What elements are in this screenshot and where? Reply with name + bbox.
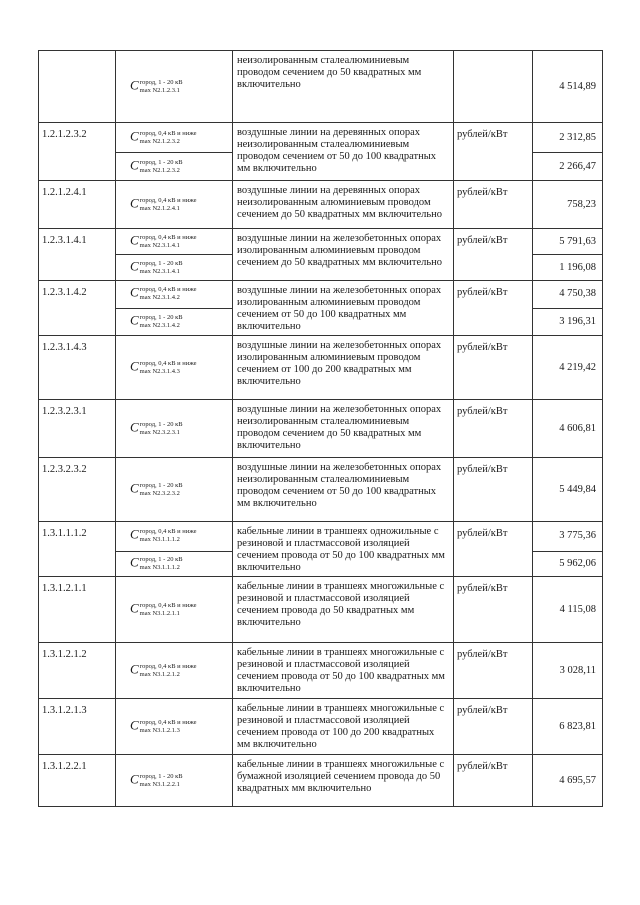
row-description: воздушные линии на деревянных опорах неизолированным алюминиевым проводом сечением до 50 квадратных мм включительно <box>233 181 454 229</box>
rate-symbol-subscript: max N2.3.1.4.2 <box>139 321 180 329</box>
table-row <box>39 336 603 400</box>
row-unit: рублей/кВт <box>454 699 533 755</box>
rate-symbol-subscript: max N3.1.2.2.1 <box>139 780 180 788</box>
rate-symbol-superscript: город, 0,4 кВ и ниже <box>139 196 197 204</box>
rate-symbol-subscript: max N2.3.1.4.3 <box>139 367 180 375</box>
row-unit: рублей/кВт <box>454 643 533 699</box>
row-description: кабельные линии в траншеях многожильные с бумажной изоляцией сечением провода до 50 квадратных мм включительно <box>233 755 454 807</box>
rate-symbol-superscript: город, 0,4 кВ и ниже <box>139 286 197 294</box>
rate-symbol: Cгород, 0,4 кВ и ниже max N2.3.1.4.1 <box>116 229 233 255</box>
row-description: воздушные линии на железобетонных опорах изолированным алюминиевым проводом сечением от 50 до 100 квадратных мм включительно <box>233 281 454 336</box>
row-code: 1.2.1.2.3.2 <box>39 123 116 181</box>
row-code: 1.2.3.1.4.3 <box>39 336 116 400</box>
row-code: 1.2.3.2.3.2 <box>39 458 116 522</box>
rate-symbol: Cгород, 1 - 20 кВ max N2.3.2.3.2 <box>116 458 233 522</box>
rate-symbol-superscript: город, 1 - 20 кВ <box>139 555 183 563</box>
rate-symbol: Cгород, 0,4 кВ и ниже max N2.1.2.3.2 <box>116 123 233 153</box>
table-row <box>39 181 603 229</box>
rate-symbol: Cгород, 0,4 кВ и ниже max N3.1.2.1.3 <box>116 699 233 755</box>
rate-value: 1 196,08 <box>533 255 603 281</box>
row-code: 1.3.1.2.1.2 <box>39 643 116 699</box>
row-description: воздушные линии на железобетонных опорах неизолированным сталеалюминиевым проводом сечением до 50 квадратных мм включительно <box>233 400 454 458</box>
row-unit: рублей/кВт <box>454 400 533 458</box>
table-row <box>39 281 603 309</box>
row-description: кабельные линии в траншеях одножильные с резиновой и пластмассовой изоляцией сечением провода от 50 до 100 квадратных мм включительно <box>233 522 454 577</box>
rate-symbol: Cгород, 1 - 20 кВ max N2.1.2.3.2 <box>116 153 233 181</box>
rate-symbol: Cгород, 0,4 кВ и ниже max N3.1.1.1.2 <box>116 522 233 552</box>
rate-symbol-subscript: max N2.1.2.3.2 <box>139 166 180 174</box>
rate-symbol: Cгород, 1 - 20 кВ max N2.3.1.4.1 <box>116 255 233 281</box>
rate-symbol-superscript: город, 0,4 кВ и ниже <box>139 601 197 609</box>
row-unit: рублей/кВт <box>454 181 533 229</box>
rate-value: 758,23 <box>533 181 603 229</box>
tariff-table <box>38 50 603 807</box>
rate-symbol-subscript: max N2.3.1.4.2 <box>139 294 180 302</box>
table-row <box>39 123 603 153</box>
row-code: 1.2.1.2.4.1 <box>39 181 116 229</box>
table-row <box>39 400 603 458</box>
rate-symbol: Cгород, 1 - 20 кВ max N3.1.1.1.2 <box>116 551 233 576</box>
rate-symbol-subscript: max N2.3.2.3.1 <box>139 428 180 436</box>
rate-symbol-superscript: город, 1 - 20 кВ <box>139 259 183 267</box>
row-code: 1.3.1.1.1.2 <box>39 522 116 577</box>
row-code: 1.3.1.2.1.1 <box>39 577 116 643</box>
table-row <box>39 577 603 643</box>
row-unit: рублей/кВт <box>454 281 533 336</box>
row-code: 1.2.3.1.4.2 <box>39 281 116 336</box>
row-unit: рублей/кВт <box>454 577 533 643</box>
row-code: 1.2.3.1.4.1 <box>39 229 116 281</box>
rate-symbol: Cгород, 1 - 20 кВ max N2.3.1.4.2 <box>116 308 233 336</box>
rate-symbol-superscript: город, 1 - 20 кВ <box>139 420 183 428</box>
rate-symbol-superscript: город, 0,4 кВ и ниже <box>139 662 197 670</box>
rate-symbol-subscript: max N2.1.2.3.1 <box>139 86 180 94</box>
rate-symbol-subscript: max N2.3.1.4.1 <box>139 241 180 249</box>
row-code <box>39 51 116 123</box>
table-row <box>39 522 603 552</box>
row-description: воздушные линии на деревянных опорах неизолированным сталеалюминиевым проводом сечением от 50 до 100 квадратных мм включительно <box>233 123 454 181</box>
rate-symbol: Cгород, 0,4 кВ и ниже max N3.1.2.1.2 <box>116 643 233 699</box>
row-unit: рублей/кВт <box>454 123 533 181</box>
rate-symbol-subscript: max N2.1.2.3.2 <box>139 137 180 145</box>
rate-symbol-subscript: max N2.1.2.4.1 <box>139 204 180 212</box>
rate-symbol: Cгород, 0,4 кВ и ниже max N2.3.1.4.2 <box>116 281 233 309</box>
rate-value: 4 606,81 <box>533 400 603 458</box>
row-description: кабельные линии в траншеях многожильные с резиновой и пластмассовой изоляцией сечением провода до 50 квадратных мм включительно <box>233 577 454 643</box>
rate-value: 2 312,85 <box>533 123 603 153</box>
rate-value: 6 823,81 <box>533 699 603 755</box>
row-description: кабельные линии в траншеях многожильные с резиновой и пластмассовой изоляцией сечением провода от 50 до 100 квадратных мм включительно <box>233 643 454 699</box>
row-code: 1.3.1.2.2.1 <box>39 755 116 807</box>
rate-value: 4 115,08 <box>533 577 603 643</box>
rate-symbol-subscript: max N3.1.1.1.2 <box>139 563 180 571</box>
rate-symbol-superscript: город, 1 - 20 кВ <box>139 78 183 86</box>
rate-symbol: Cгород, 0,4 кВ и ниже max N2.3.1.4.3 <box>116 336 233 400</box>
rate-symbol-superscript: город, 0,4 кВ и ниже <box>139 718 197 726</box>
row-description: неизолированным сталеалюминиевым проводом сечением до 50 квадратных мм включительно <box>233 51 454 123</box>
table-row <box>39 755 603 807</box>
rate-value: 4 219,42 <box>533 336 603 400</box>
rate-symbol-superscript: город, 1 - 20 кВ <box>139 158 183 166</box>
rate-symbol-subscript: max N3.1.2.1.1 <box>139 609 180 617</box>
rate-symbol: Cгород, 0,4 кВ и ниже max N2.1.2.4.1 <box>116 181 233 229</box>
rate-symbol-subscript: max N2.3.2.3.2 <box>139 489 180 497</box>
rate-symbol-superscript: город, 1 - 20 кВ <box>139 772 183 780</box>
row-description: воздушные линии на железобетонных опорах изолированным алюминиевым проводом сечением от 100 до 200 квадратных мм включительно <box>233 336 454 400</box>
rate-symbol-subscript: max N2.3.1.4.1 <box>139 267 180 275</box>
row-code: 1.3.1.2.1.3 <box>39 699 116 755</box>
row-unit: рублей/кВт <box>454 522 533 577</box>
row-description: воздушные линии на железобетонных опорах неизолированным сталеалюминиевым проводом сечением от 50 до 100 квадратных мм включительно <box>233 458 454 522</box>
row-unit: рублей/кВт <box>454 458 533 522</box>
rate-value: 3 775,36 <box>533 522 603 552</box>
row-unit <box>454 51 533 123</box>
row-code: 1.2.3.2.3.1 <box>39 400 116 458</box>
rate-value: 5 791,63 <box>533 229 603 255</box>
row-description: кабельные линии в траншеях многожильные с резиновой и пластмассовой изоляцией сечением провода от 100 до 200 квадратных мм включительно <box>233 699 454 755</box>
rate-symbol-superscript: город, 0,4 кВ и ниже <box>139 129 197 137</box>
rate-value: 4 695,57 <box>533 755 603 807</box>
rate-symbol-subscript: max N3.1.2.1.2 <box>139 670 180 678</box>
rate-symbol-superscript: город, 1 - 20 кВ <box>139 481 183 489</box>
table-row <box>39 699 603 755</box>
rate-value: 3 196,31 <box>533 308 603 336</box>
rate-symbol: Cгород, 0,4 кВ и ниже max N3.1.2.1.1 <box>116 577 233 643</box>
rate-symbol-superscript: город, 0,4 кВ и ниже <box>139 528 197 536</box>
table-row <box>39 51 603 123</box>
rate-symbol: Cгород, 1 - 20 кВ max N3.1.2.2.1 <box>116 755 233 807</box>
table-row <box>39 643 603 699</box>
rate-value: 3 028,11 <box>533 643 603 699</box>
rate-symbol-subscript: max N3.1.2.1.3 <box>139 726 180 734</box>
rate-value: 4 514,89 <box>533 51 603 123</box>
rate-value: 5 449,84 <box>533 458 603 522</box>
table-row <box>39 458 603 522</box>
table-row <box>39 229 603 255</box>
rate-symbol: Cгород, 1 - 20 кВ max N2.3.2.3.1 <box>116 400 233 458</box>
rate-symbol-superscript: город, 0,4 кВ и ниже <box>139 359 197 367</box>
rate-symbol-subscript: max N3.1.1.1.2 <box>139 536 180 544</box>
rate-value: 4 750,38 <box>533 281 603 309</box>
row-unit: рублей/кВт <box>454 755 533 807</box>
rate-symbol: Cгород, 1 - 20 кВ max N2.1.2.3.1 <box>116 51 233 123</box>
rate-value: 5 962,06 <box>533 551 603 576</box>
row-unit: рублей/кВт <box>454 229 533 281</box>
row-description: воздушные линии на железобетонных опорах изолированным алюминиевым проводом сечением до 50 квадратных мм включительно <box>233 229 454 281</box>
rate-symbol-superscript: город, 1 - 20 кВ <box>139 313 183 321</box>
rate-value: 2 266,47 <box>533 153 603 181</box>
row-unit: рублей/кВт <box>454 336 533 400</box>
rate-symbol-superscript: город, 0,4 кВ и ниже <box>139 233 197 241</box>
